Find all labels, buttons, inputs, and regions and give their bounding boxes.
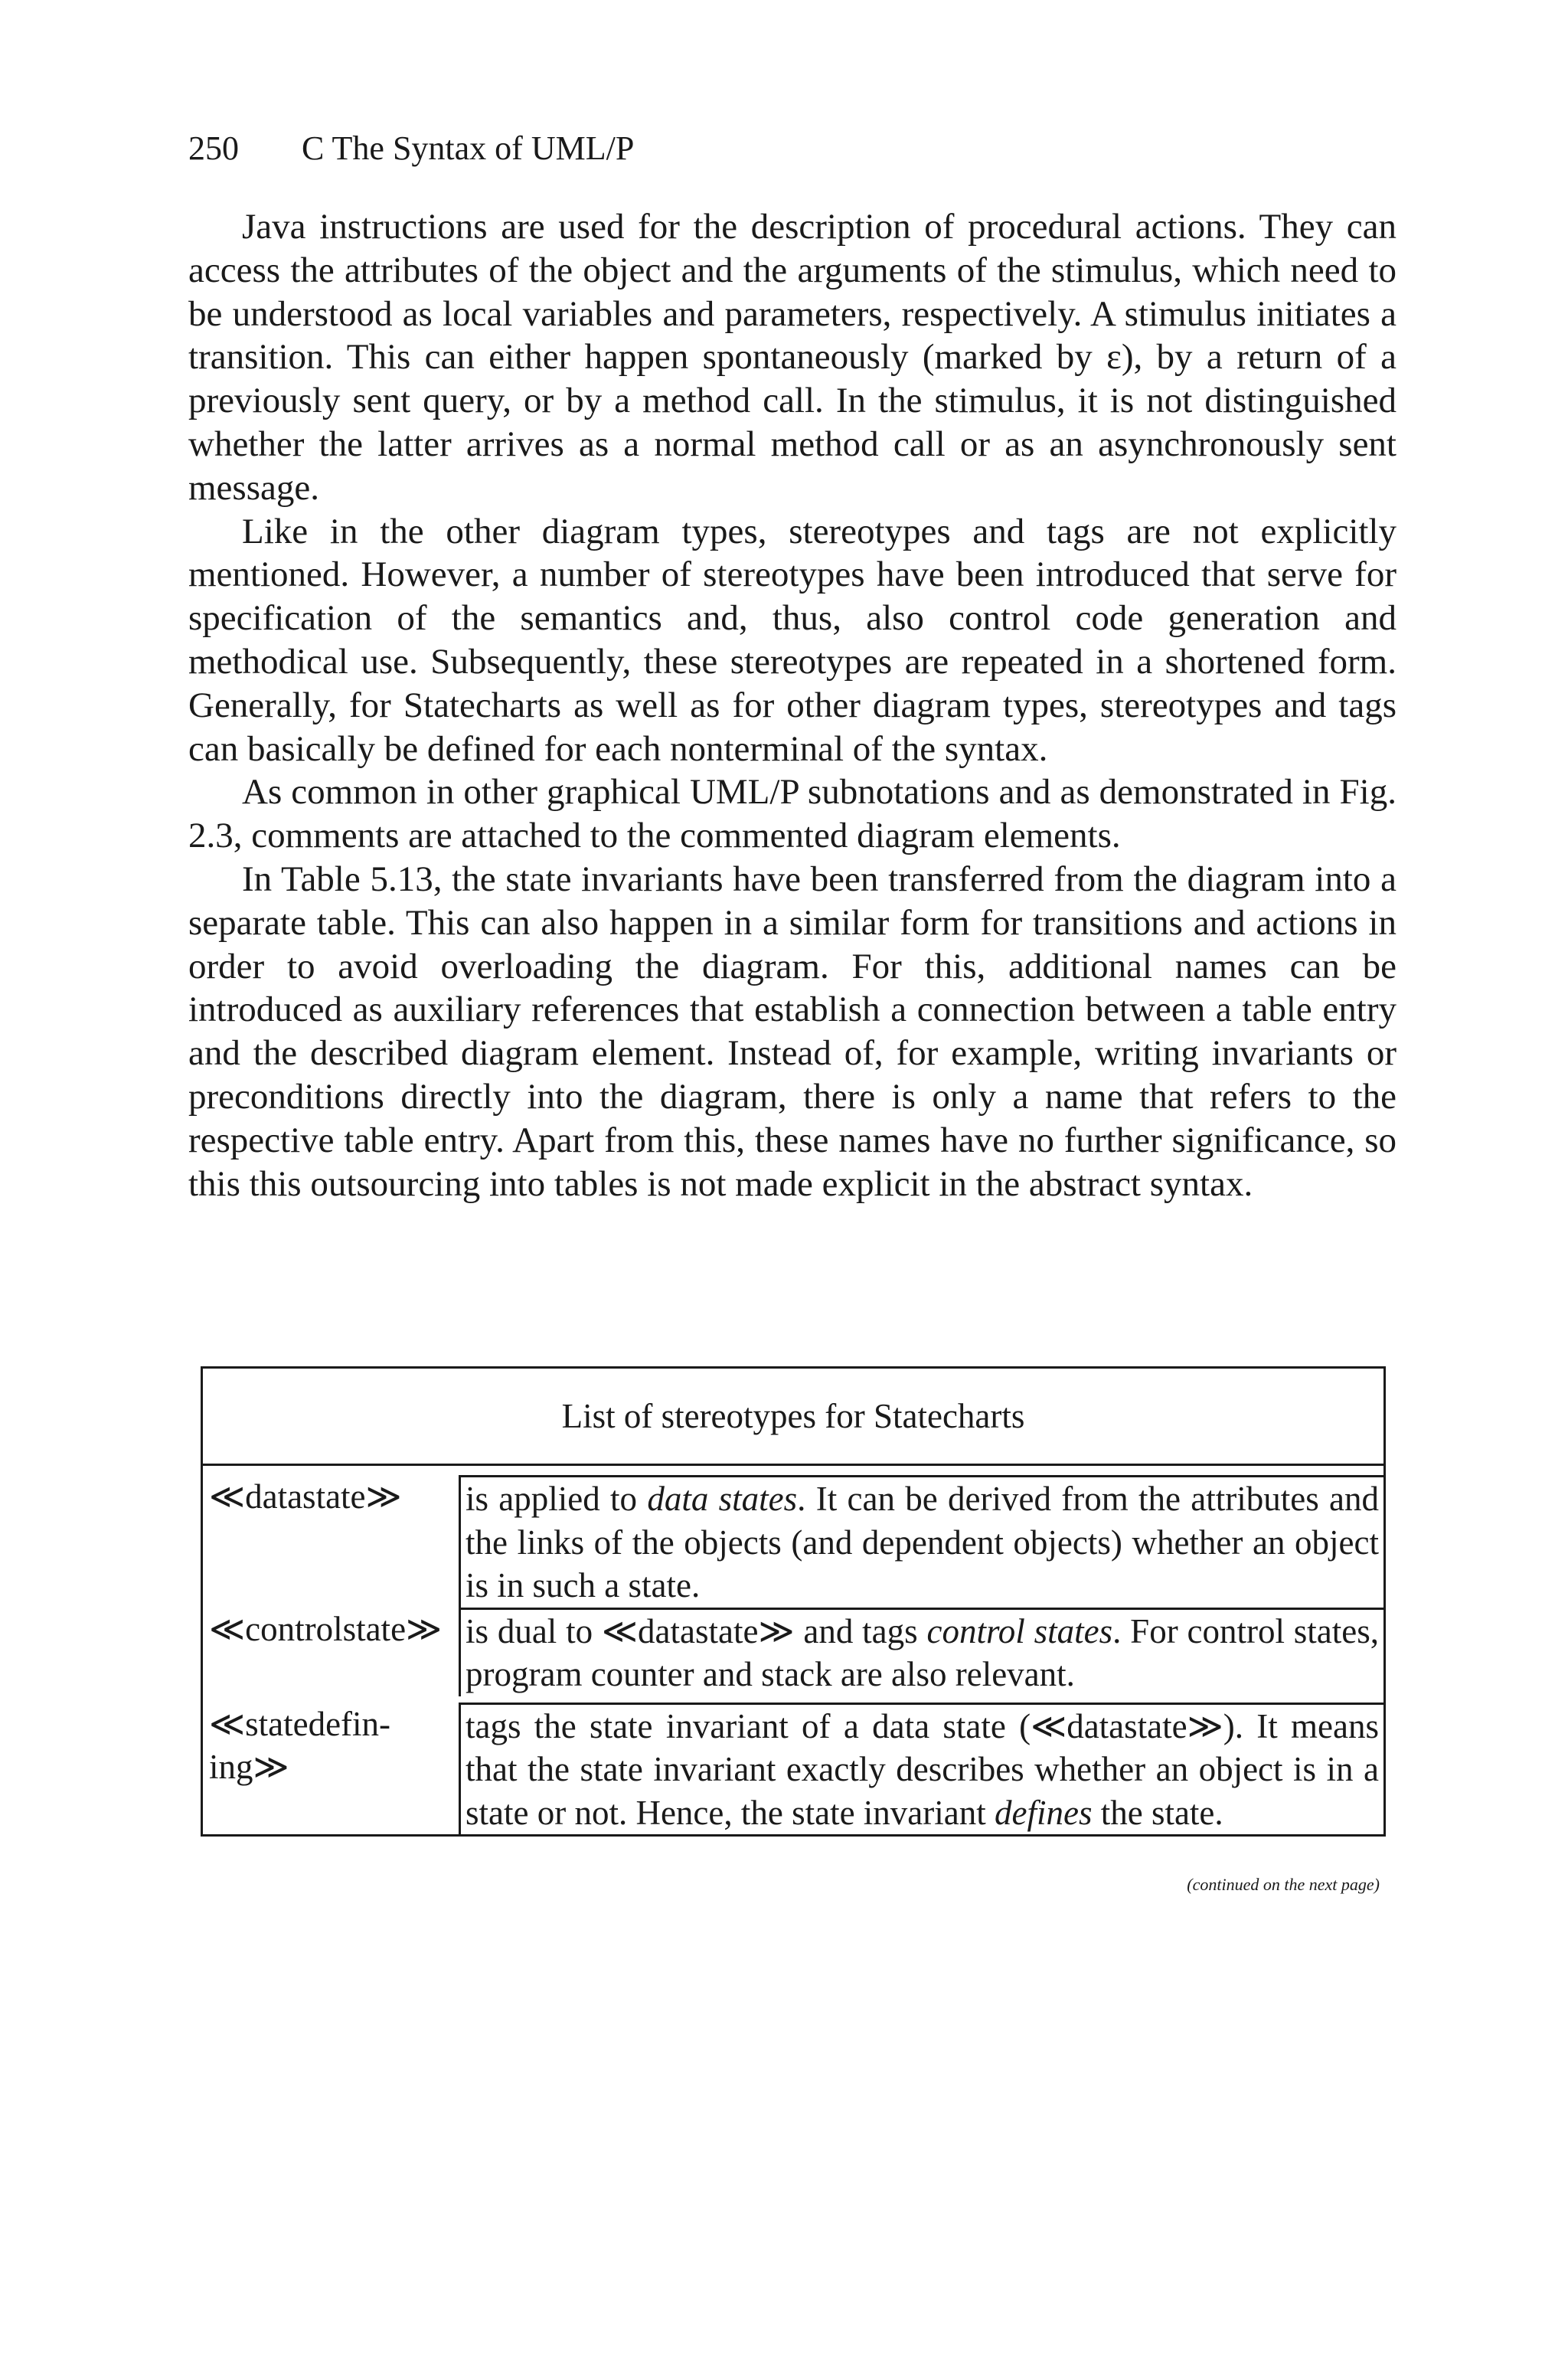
table-row: [203, 1475, 1383, 1608]
continued-note: (continued on the next page): [1187, 1875, 1380, 1894]
paragraph: Like in the other diagram types, stereotypes and tags are not explicitly mentioned. However, a number of stereotypes have been introduced that serve for specification of the semantics and, thus, also control code generation and methodical use. Subsequently, these stereotypes are repeated in a shortened form. Generally, for Statecharts as well as for other diagram types, stereotypes and tags can basically be defined for each nonterminal of the syntax.: [188, 511, 1396, 769]
stereotype-name: ≪statedefining≫: [209, 1704, 391, 1786]
table-caption: List of stereotypes for Statecharts: [203, 1369, 1383, 1466]
stereotype-description: [459, 1703, 1383, 1835]
desc-text: is dual to ≪datastate≫ and tags: [466, 1611, 927, 1650]
desc-emphasis: data states: [647, 1480, 798, 1518]
chapter-title: C The Syntax of UML/P: [302, 129, 635, 167]
stereotype-description: [459, 1475, 1383, 1608]
stereotype-name: ≪datastate≫: [209, 1477, 402, 1516]
desc-text: the state.: [1092, 1793, 1223, 1832]
page-number: 250: [188, 129, 239, 167]
stereotype-table: [201, 1366, 1386, 1837]
paragraph: As common in other graphical UML/P subnotations and as demonstrated in Fig. 2.3, comments are attached to the commented diagram elements.: [188, 772, 1396, 856]
table-row: [203, 1608, 1383, 1696]
desc-text: . For control states, program counter and stack are also relevant.: [466, 1611, 1379, 1693]
desc-emphasis: defines: [995, 1793, 1093, 1832]
table-gap: [203, 1466, 1383, 1475]
stereotype-description: [459, 1608, 1383, 1696]
stereotype-name: ≪controlstate≫: [209, 1609, 443, 1648]
desc-text: is applied to: [466, 1480, 648, 1518]
paragraph: Java instructions are used for the description of procedural actions. They can access the attributes of the object and the arguments of the stimulus, which need to be understood as local variables and parameters, respectively. A stimulus initiates a transition. This can either happen spontaneously (marked by ε), by a return of a previously sent query, or by a method call. In the stimulus, it is not distinguished whether the latter arrives as a normal method call or as an asynchronously sent message.: [188, 207, 1396, 508]
table-row: [203, 1696, 1383, 1835]
paragraph: In Table 5.13, the state invariants have been transferred from the diagram into a separate table. This can also happen in a similar form for transitions and actions in order to avoid overloading the diagram. For this, additional names can be introduced as auxiliary references that establish a connection between a table entry and the described diagram element. Instead of, for example, writing invariants or preconditions directly into the diagram, there is only a name that refers to the respective table entry. Apart from this, these names have no further significance, so this this outsourcing into tables is not made explicit in the abstract syntax.: [188, 859, 1396, 1204]
desc-emphasis: control states: [926, 1611, 1113, 1650]
running-head: [188, 127, 634, 170]
desc-text: tags the state invariant of a data state (≪datastate≫). It means that the state invariant exactly describes whether an object is in a state or not. Hence, the state invariant: [466, 1706, 1379, 1832]
desc-text: . It can be derived from the attributes and the links of the objects (and dependent objects) whether an object is in such a state.: [466, 1480, 1380, 1604]
body-text: [188, 205, 1396, 1205]
